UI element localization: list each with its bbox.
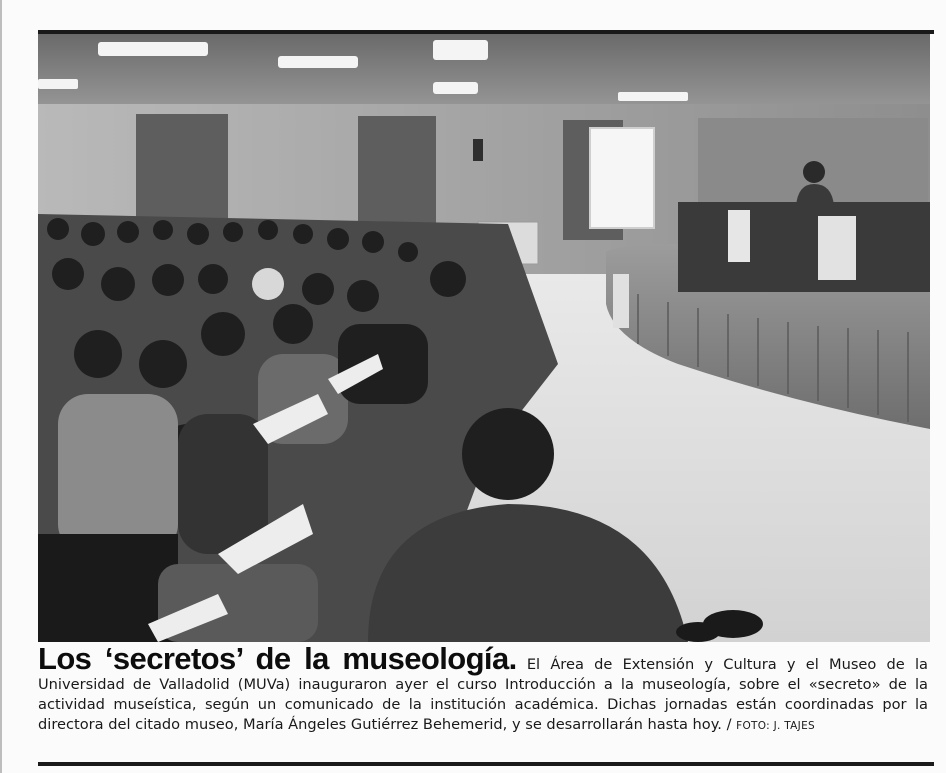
headline: Los ‘secretos’ de la museología.: [38, 641, 517, 676]
photo-credit: FOTO: J. TAJES: [736, 720, 815, 732]
credit-separator: /: [721, 716, 737, 733]
desk-poster: [728, 210, 750, 262]
photo-caption: [38, 641, 928, 736]
speaker-desk: [678, 202, 930, 292]
caption-body: El Área de Extensión y Cultura y el Museo de la Universidad de Valladolid (MUVa) inauguraron ayer el curso Introducción a la museología, sobre el «secreto» de la actividad museística, según un comunicado de la institución académica. Dichas jornadas están coordinadas por la directora del citado museo, María Ángeles Gutiérrez Behemerid, y se desarrollarán hasta hoy.: [38, 656, 928, 733]
scan-margin-line: [0, 0, 2, 773]
bottom-rule: [38, 762, 934, 766]
lecture-hall-photo: [38, 34, 930, 642]
wall-light: [473, 139, 483, 161]
desk-poster-large: [818, 216, 856, 280]
stage-poster: [613, 274, 629, 328]
projection-screen: [590, 128, 654, 228]
